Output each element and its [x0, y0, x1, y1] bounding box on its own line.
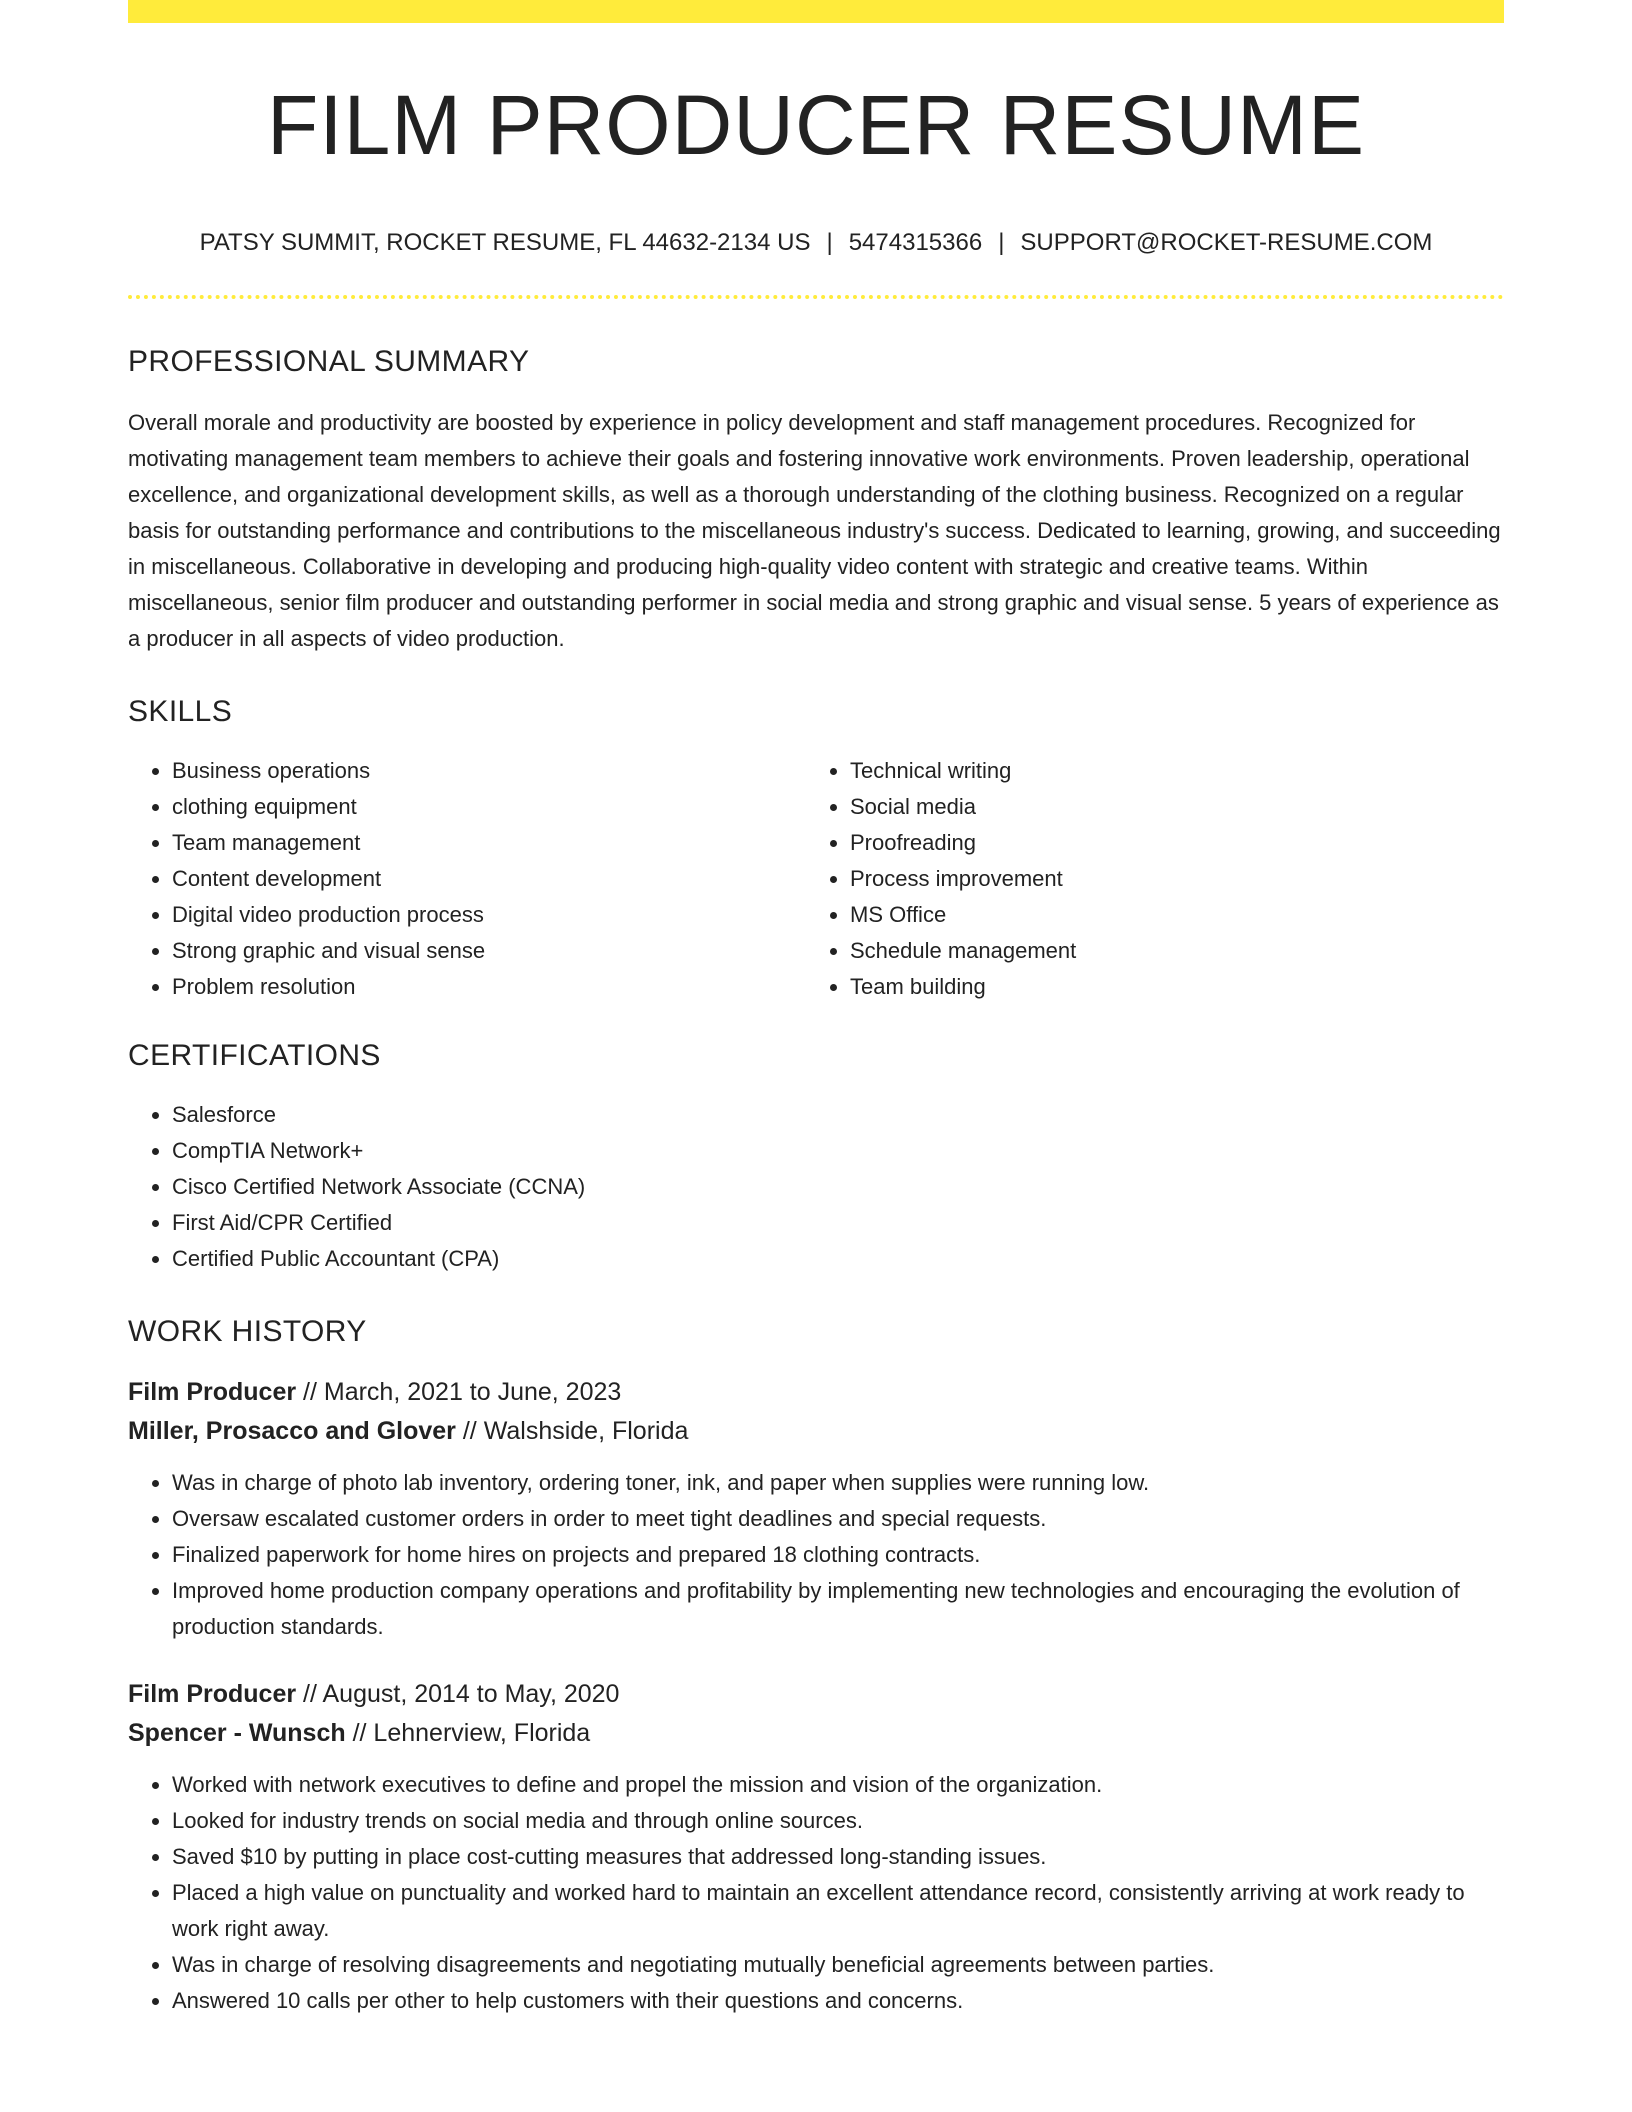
- list-item: • MS Office: [850, 897, 1484, 933]
- list-item: • Team management: [172, 825, 806, 861]
- skills-column-left: [128, 753, 806, 1005]
- certifications-section: [128, 1039, 1504, 1277]
- job-role: Film Producer: [128, 1679, 297, 1708]
- section-heading: WORK HISTORY: [128, 1314, 367, 1348]
- skills-list-left: [128, 753, 806, 1005]
- job-role: Film Producer: [128, 1377, 297, 1406]
- job-title-line: [128, 1675, 1504, 1714]
- job-location: // Lehnerview, Florida: [345, 1718, 591, 1747]
- list-item: • Process improvement: [850, 861, 1484, 897]
- contact-separator: |: [826, 229, 833, 257]
- list-item: • Team building: [850, 969, 1484, 1005]
- job-company: Spencer - Wunsch: [128, 1718, 346, 1747]
- professional-summary-section: [128, 345, 1504, 657]
- list-item: • Placed a high value on punctuality and worked hard to maintain an excellent attendance record, consistently arriving at work ready to work right away.: [172, 1875, 1504, 1947]
- job-dates: // August, 2014 to May, 2020: [296, 1679, 620, 1708]
- section-heading: SKILLS: [128, 694, 233, 728]
- list-item: • Strong graphic and visual sense: [172, 933, 806, 969]
- list-item: • Was in charge of resolving disagreements and negotiating mutually beneficial agreements between parties.: [172, 1947, 1504, 1983]
- list-item: • Business operations: [172, 753, 806, 789]
- work-history-section: [128, 1315, 1504, 2019]
- list-item: • Digital video production process: [172, 897, 806, 933]
- contact-phone: 5474315366: [848, 229, 983, 257]
- summary-text: Overall morale and productivity are boosted by experience in policy development and staff management procedures. Recognized for motivating management team members to achieve their goals and fostering innovative work environments. Proven leadership, operational excellence, and organizational development skills, as well as a thorough understanding of the clothing business. Recognized on a regular basis for outstanding performance and contributions to the miscellaneous industry's success. Dedicated to learning, growing, and succeeding in miscellaneous. Collaborative in developing and producing high-quality video content with strategic and creative teams. Within miscellaneous, senior film producer and outstanding performer in social media and strong graphic and visual sense. 5 years of experience as a producer in all aspects of video production.: [128, 409, 1501, 651]
- section-heading: CERTIFICATIONS: [128, 1038, 381, 1072]
- list-item: • Salesforce: [172, 1097, 1504, 1133]
- list-item: • clothing equipment: [172, 789, 806, 825]
- job-entry: [128, 1373, 1504, 1645]
- list-item: • Saved $10 by putting in place cost-cutting measures that addressed long-standing issues.: [172, 1839, 1504, 1875]
- accent-top-bar: [128, 0, 1504, 23]
- contact-separator: |: [998, 229, 1005, 257]
- list-item: • Improved home production company operations and profitability by implementing new technologies and encouraging the evolution of production standards.: [172, 1573, 1504, 1645]
- job-bullets: [128, 1767, 1504, 2019]
- list-item: • Cisco Certified Network Associate (CCNA): [172, 1169, 1504, 1205]
- job-bullets: [128, 1465, 1504, 1645]
- list-item: • CompTIA Network+: [172, 1133, 1504, 1169]
- dotted-divider: [128, 295, 1504, 299]
- job-company-line: [128, 1412, 1504, 1451]
- job-company: Miller, Prosacco and Glover: [128, 1416, 456, 1445]
- contact-email: SUPPORT@ROCKET-RESUME.COM: [1020, 229, 1433, 257]
- list-item: • Finalized paperwork for home hires on projects and prepared 18 clothing contracts.: [172, 1537, 1504, 1573]
- resume-title: FILM PRODUCER RESUME: [266, 78, 1366, 172]
- job-title-line: [128, 1373, 1504, 1412]
- list-item: • Answered 10 calls per other to help customers with their questions and concerns.: [172, 1983, 1504, 2019]
- list-item: • Schedule management: [850, 933, 1484, 969]
- contact-line: [128, 229, 1504, 258]
- list-item: • First Aid/CPR Certified: [172, 1205, 1504, 1241]
- list-item: • Was in charge of photo lab inventory, ordering toner, ink, and paper when supplies were running low.: [172, 1465, 1504, 1501]
- list-item: • Certified Public Accountant (CPA): [172, 1241, 1504, 1277]
- skills-section: [128, 695, 1504, 1005]
- jobs-container: [128, 1373, 1504, 2019]
- contact-address: PATSY SUMMIT, ROCKET RESUME, FL 44632-2134 US: [199, 229, 811, 257]
- job-entry: [128, 1675, 1504, 2019]
- certifications-list: [128, 1097, 1504, 1277]
- resume-page: [128, 0, 1504, 2019]
- section-heading: PROFESSIONAL SUMMARY: [128, 344, 530, 378]
- job-dates: // March, 2021 to June, 2023: [296, 1377, 622, 1406]
- list-item: • Worked with network executives to define and propel the mission and vision of the organization.: [172, 1767, 1504, 1803]
- list-item: • Content development: [172, 861, 806, 897]
- list-item: • Technical writing: [850, 753, 1484, 789]
- skills-column-right: [806, 753, 1484, 1005]
- list-item: • Proofreading: [850, 825, 1484, 861]
- list-item: • Problem resolution: [172, 969, 806, 1005]
- list-item: • Looked for industry trends on social media and through online sources.: [172, 1803, 1504, 1839]
- skills-grid: [128, 753, 1504, 1005]
- skills-list-right: [806, 753, 1484, 1005]
- list-item: • Oversaw escalated customer orders in order to meet tight deadlines and special requests.: [172, 1501, 1504, 1537]
- job-company-line: [128, 1714, 1504, 1753]
- list-item: • Social media: [850, 789, 1484, 825]
- job-location: // Walshside, Florida: [455, 1416, 689, 1445]
